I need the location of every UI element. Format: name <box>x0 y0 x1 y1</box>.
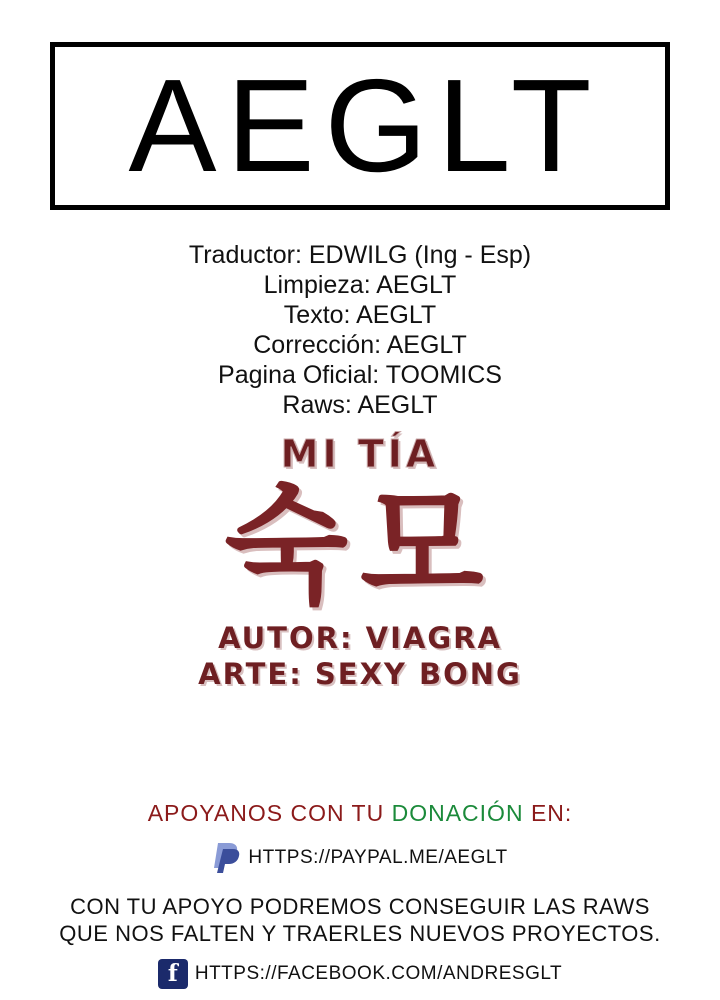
support-text-line-2: QUE NOS FALTEN Y TRAERLES NUEVOS PROYECTOS. <box>59 921 661 946</box>
title-subtitle: MI TÍA <box>280 432 440 476</box>
credit-line: Texto: AEGLT <box>283 301 437 329</box>
facebook-url[interactable]: HTTPS://FACEBOOK.COM/ANDRESGLT <box>194 963 563 984</box>
group-logo-text: AEGLT <box>128 52 602 199</box>
author-line: AUTOR: VIAGRA <box>218 621 502 656</box>
credit-line: Corrección: AEGLT <box>253 331 467 359</box>
paypal-link-row[interactable] <box>0 841 720 875</box>
donation-heading <box>0 800 720 827</box>
group-logo-box <box>50 42 670 210</box>
support-text-line-1: CON TU APOYO PODREMOS CONSEGUIR LAS RAWS <box>70 894 650 919</box>
support-text <box>0 893 720 947</box>
paypal-url[interactable]: HTTPS://PAYPAL.ME/AEGLT <box>248 847 508 868</box>
paypal-icon <box>212 841 242 875</box>
title-byline <box>0 620 720 692</box>
facebook-link-row[interactable] <box>0 959 720 989</box>
artist-line: ARTE: SEXY BONG <box>198 657 522 692</box>
donation-heading-part1: APOYANOS CON TU <box>147 800 392 826</box>
facebook-icon: f <box>158 959 188 989</box>
credits-list <box>0 240 720 420</box>
title-artwork <box>0 432 720 692</box>
donation-heading-highlight: DONACIÓN <box>391 800 524 826</box>
credit-line: Raws: AEGLT <box>282 391 438 419</box>
title-hangul: 숙모 <box>224 472 496 621</box>
credit-line: Pagina Oficial: TOOMICS <box>218 361 502 389</box>
credit-line: Traductor: EDWILG (Ing - Esp) <box>188 241 532 269</box>
credit-line: Limpieza: AEGLT <box>263 271 457 299</box>
donation-heading-part2: EN: <box>523 800 573 826</box>
donation-section <box>0 800 720 989</box>
